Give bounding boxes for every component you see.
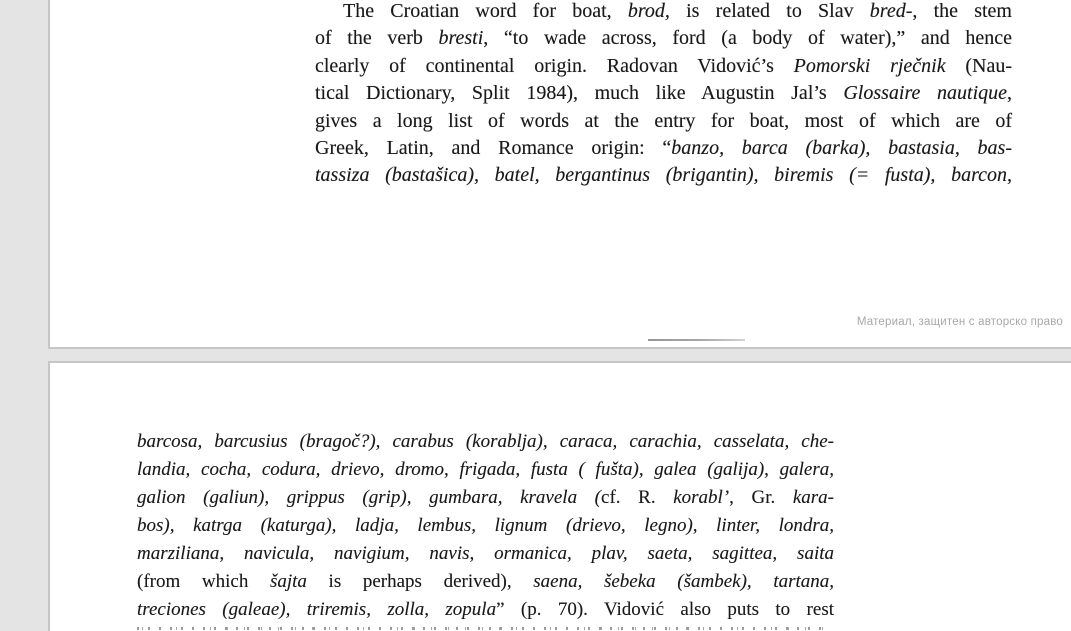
text-segment: barcosa, barcusius (bragoč?), carabus (korablja), caraca, carachia, casselata, che- xyxy=(137,431,834,452)
text-segment: banzo, barca (barka), bastasia, bas- xyxy=(671,137,1012,160)
text-segment: galion (galiun), grippus (grip), gumbara, kravela ( xyxy=(137,487,602,508)
text-segment: Glossaire nautique xyxy=(843,82,1008,105)
text-segment: landia, cocha, codura, drievo, dromo, frigada, fusta ( fušta), galea (galija), galera, xyxy=(137,459,834,480)
text-segment: (Nau- xyxy=(945,54,1013,77)
text-segment: korabl’ xyxy=(673,487,730,508)
text-line xyxy=(315,53,1012,80)
copyright-watermark: Материал, защитен с авторско право xyxy=(856,316,1063,328)
text-segment: bred- xyxy=(869,0,913,22)
text-segment: (from which xyxy=(137,571,270,592)
text-line xyxy=(315,108,1012,135)
clipped-text-line-top xyxy=(137,627,830,630)
text-line xyxy=(315,80,1012,107)
text-segment: Pomorski rječnik xyxy=(793,54,946,77)
text-line xyxy=(137,568,834,596)
text-segment: , Gr. xyxy=(729,487,793,508)
text-segment: , “to wade across, ford (a body of water),” and hence xyxy=(483,27,1012,50)
text-segment: šajta xyxy=(269,571,307,592)
text-segment: bresti xyxy=(438,27,484,50)
text-line xyxy=(137,428,834,456)
text-segment: , xyxy=(1007,82,1013,105)
text-line xyxy=(137,512,834,540)
page-top-text-block xyxy=(315,0,1012,190)
page-bottom-text-block xyxy=(137,428,834,624)
text-segment: cf. R. xyxy=(601,487,674,508)
text-segment: bos), katrga (katurga), ladja, lembus, lignum (drievo, legno), linter, londra, xyxy=(137,515,834,536)
text-segment: Greek, Latin, and Romance origin: “ xyxy=(315,137,672,160)
text-segment: is related to Slav xyxy=(669,0,870,22)
book-page-top xyxy=(48,0,1071,349)
text-segment: The Croatian word for boat, xyxy=(343,0,628,22)
scan-rule-line xyxy=(648,339,745,341)
text-segment: ” (p. 70). Vidović also puts to rest xyxy=(496,599,834,620)
text-segment: of the verb xyxy=(315,27,439,50)
text-segment: treciones (galeae), triremis, zolla, zopula xyxy=(137,599,497,620)
text-segment: gives a long list of words at the entry for boat, most of which are of xyxy=(315,109,1012,132)
text-segment: kara- xyxy=(792,487,835,508)
text-line xyxy=(315,135,1012,162)
text-segment: tical Dictionary, Split 1984), much like Augustin Jal’s xyxy=(315,82,844,105)
text-segment: clearly of continental origin. Radovan Vidović’s xyxy=(315,54,794,77)
text-line xyxy=(315,0,1012,25)
text-line xyxy=(137,456,834,484)
text-line xyxy=(315,25,1012,52)
text-segment: brod, xyxy=(627,0,670,22)
text-line xyxy=(137,540,834,568)
text-line xyxy=(137,596,834,624)
text-segment: is perhaps derived), xyxy=(306,571,534,592)
text-segment: saena, šebeka (šambek), tartana, xyxy=(533,571,835,592)
text-segment: marziliana, navicula, navigium, navis, ormanica, plav, saeta, sagittea, saita xyxy=(137,543,834,564)
text-line xyxy=(137,484,834,512)
book-page-bottom xyxy=(48,361,1071,631)
text-line xyxy=(315,162,1012,189)
text-segment: , the stem xyxy=(912,0,1012,22)
text-segment: tassiza (bastašica), batel, bergantinus (brigantin), biremis (= fusta), barcon, xyxy=(315,164,1012,187)
